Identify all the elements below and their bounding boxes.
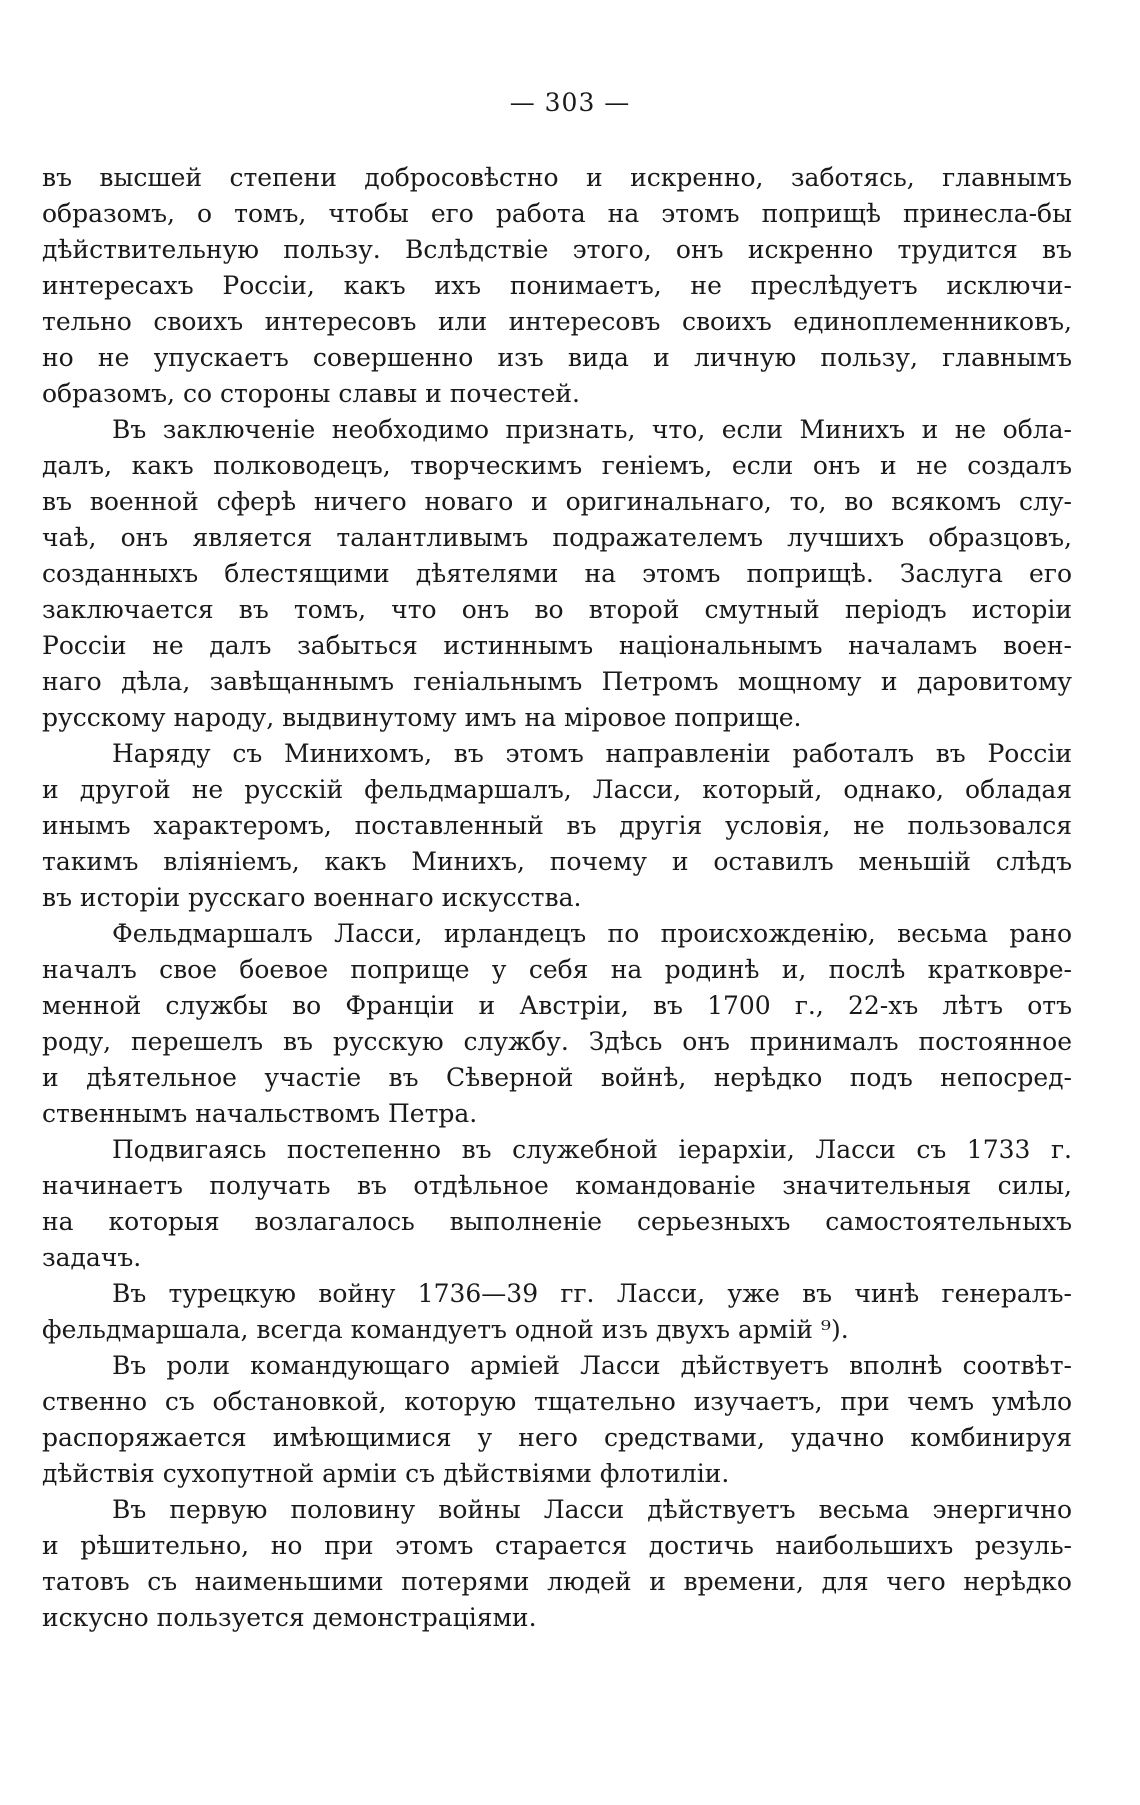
text-line: чаѣ, онъ является талантливымъ подражателемъ лучшихъ образцовъ, [42,523,1072,552]
text-body [42,160,1072,1636]
text-line: Фельдмаршалъ Ласси, ирландецъ по происхожденію, весьма рано [112,919,1072,948]
text-line: фельдмаршала, всегда командуетъ одной изъ двухъ армій ⁹). [42,1315,849,1344]
text-line: Въ первую половину войны Ласси дѣйствуетъ весьма энергично [112,1495,1072,1524]
text-line: инымъ характеромъ, поставленный въ другія условія, не пользовался [42,811,1072,840]
text-line: образомъ, со стороны славы и почестей. [42,379,580,408]
text-line: тельно своихъ интересовъ или интересовъ своихъ единоплеменниковъ, [42,307,1072,336]
paragraph-2 [42,412,1072,736]
paragraph-5 [42,1132,1072,1276]
text-line: Россіи не далъ забыться истиннымъ національнымъ началамъ воен- [42,631,1072,660]
text-line: татовъ съ наименьшими потерями людей и времени, для чего нерѣдко [42,1567,1072,1596]
text-line: въ высшей степени добросовѣстно и искренно, заботясь, главнымъ [42,163,1072,192]
text-line: Въ турецкую войну 1736—39 гг. Ласси, уже въ чинѣ генералъ- [112,1279,1072,1308]
text-line: Наряду съ Минихомъ, въ этомъ направленіи работалъ въ Россіи [112,739,1072,768]
text-line: распоряжается имѣющимися у него средствами, удачно комбинируя [42,1423,1072,1452]
text-line: такимъ вліяніемъ, какъ Минихъ, почему и оставилъ меньшій слѣдъ [42,847,1072,876]
text-line: въ военной сферѣ ничего новаго и оригинальнаго, то, во всякомъ слу- [42,487,1072,516]
text-line: Подвигаясь постепенно въ служебной іерархіи, Ласси съ 1733 г. [112,1135,1072,1164]
text-line: въ исторіи русскаго военнаго искусства. [42,883,582,912]
text-line: но не упускаетъ совершенно изъ вида и личную пользу, главнымъ [42,343,1072,372]
text-line: на которыя возлагалось выполненіе серьезныхъ самостоятельныхъ [42,1207,1072,1236]
text-line: образомъ, о томъ, чтобы его работа на этомъ поприщѣ принесла-бы [42,199,1072,228]
text-line: дѣйствительную пользу. Вслѣдствіе этого, онъ искренно трудится въ [42,235,1072,264]
text-line: искусно пользуется демонстраціями. [42,1603,537,1632]
paragraph-8 [42,1492,1072,1636]
text-line: созданныхъ блестящими дѣятелями на этомъ поприщѣ. Заслуга его [42,559,1072,588]
text-line: ственно съ обстановкой, которую тщательно изучаетъ, при чемъ умѣло [42,1387,1072,1416]
text-line: и рѣшительно, но при этомъ старается достичь наибольшихъ резуль- [42,1531,1072,1560]
text-line: наго дѣла, завѣщаннымъ геніальнымъ Петромъ мощному и даровитому [42,667,1072,696]
text-line: и другой не русскій фельдмаршалъ, Ласси, который, однако, обладая [42,775,1072,804]
paragraph-7 [42,1348,1072,1492]
text-line: роду, перешелъ въ русскую службу. Здѣсь онъ принималъ постоянное [42,1027,1072,1056]
text-line: началъ свое боевое поприще у себя на родинѣ и, послѣ кратковре- [42,955,1072,984]
text-line: менной службы во Франціи и Австріи, въ 1700 г., 22-хъ лѣтъ отъ [42,991,1072,1020]
text-line: Въ заключеніе необходимо признать, что, если Минихъ и не обла- [112,415,1072,444]
paragraph-4 [42,916,1072,1132]
text-line: русскому народу, выдвинутому имъ на міровое поприще. [42,703,802,732]
text-line: далъ, какъ полководецъ, творческимъ геніемъ, если онъ и не создалъ [42,451,1072,480]
text-line: Въ роли командующаго арміей Ласси дѣйствуетъ вполнѣ соотвѣт- [112,1351,1072,1380]
page-number: — 303 — [509,88,631,117]
text-line: задачъ. [42,1243,142,1272]
text-line: интересахъ Россіи, какъ ихъ понимаетъ, не преслѣдуетъ исключи- [42,271,1072,300]
paragraph-3 [42,736,1072,916]
text-line: дѣйствія сухопутной арміи съ дѣйствіями флотиліи. [42,1459,730,1488]
text-line: и дѣятельное участіе въ Сѣверной войнѣ, нерѣдко подъ непосред- [42,1063,1072,1092]
paragraph-1 [42,160,1072,412]
text-line: начинаетъ получать въ отдѣльное командованіе значительныя силы, [42,1171,1072,1200]
text-line: заключается въ томъ, что онъ во второй смутный періодъ исторіи [42,595,1072,624]
paragraph-6 [42,1276,1072,1348]
text-line: ственнымъ начальствомъ Петра. [42,1099,478,1128]
